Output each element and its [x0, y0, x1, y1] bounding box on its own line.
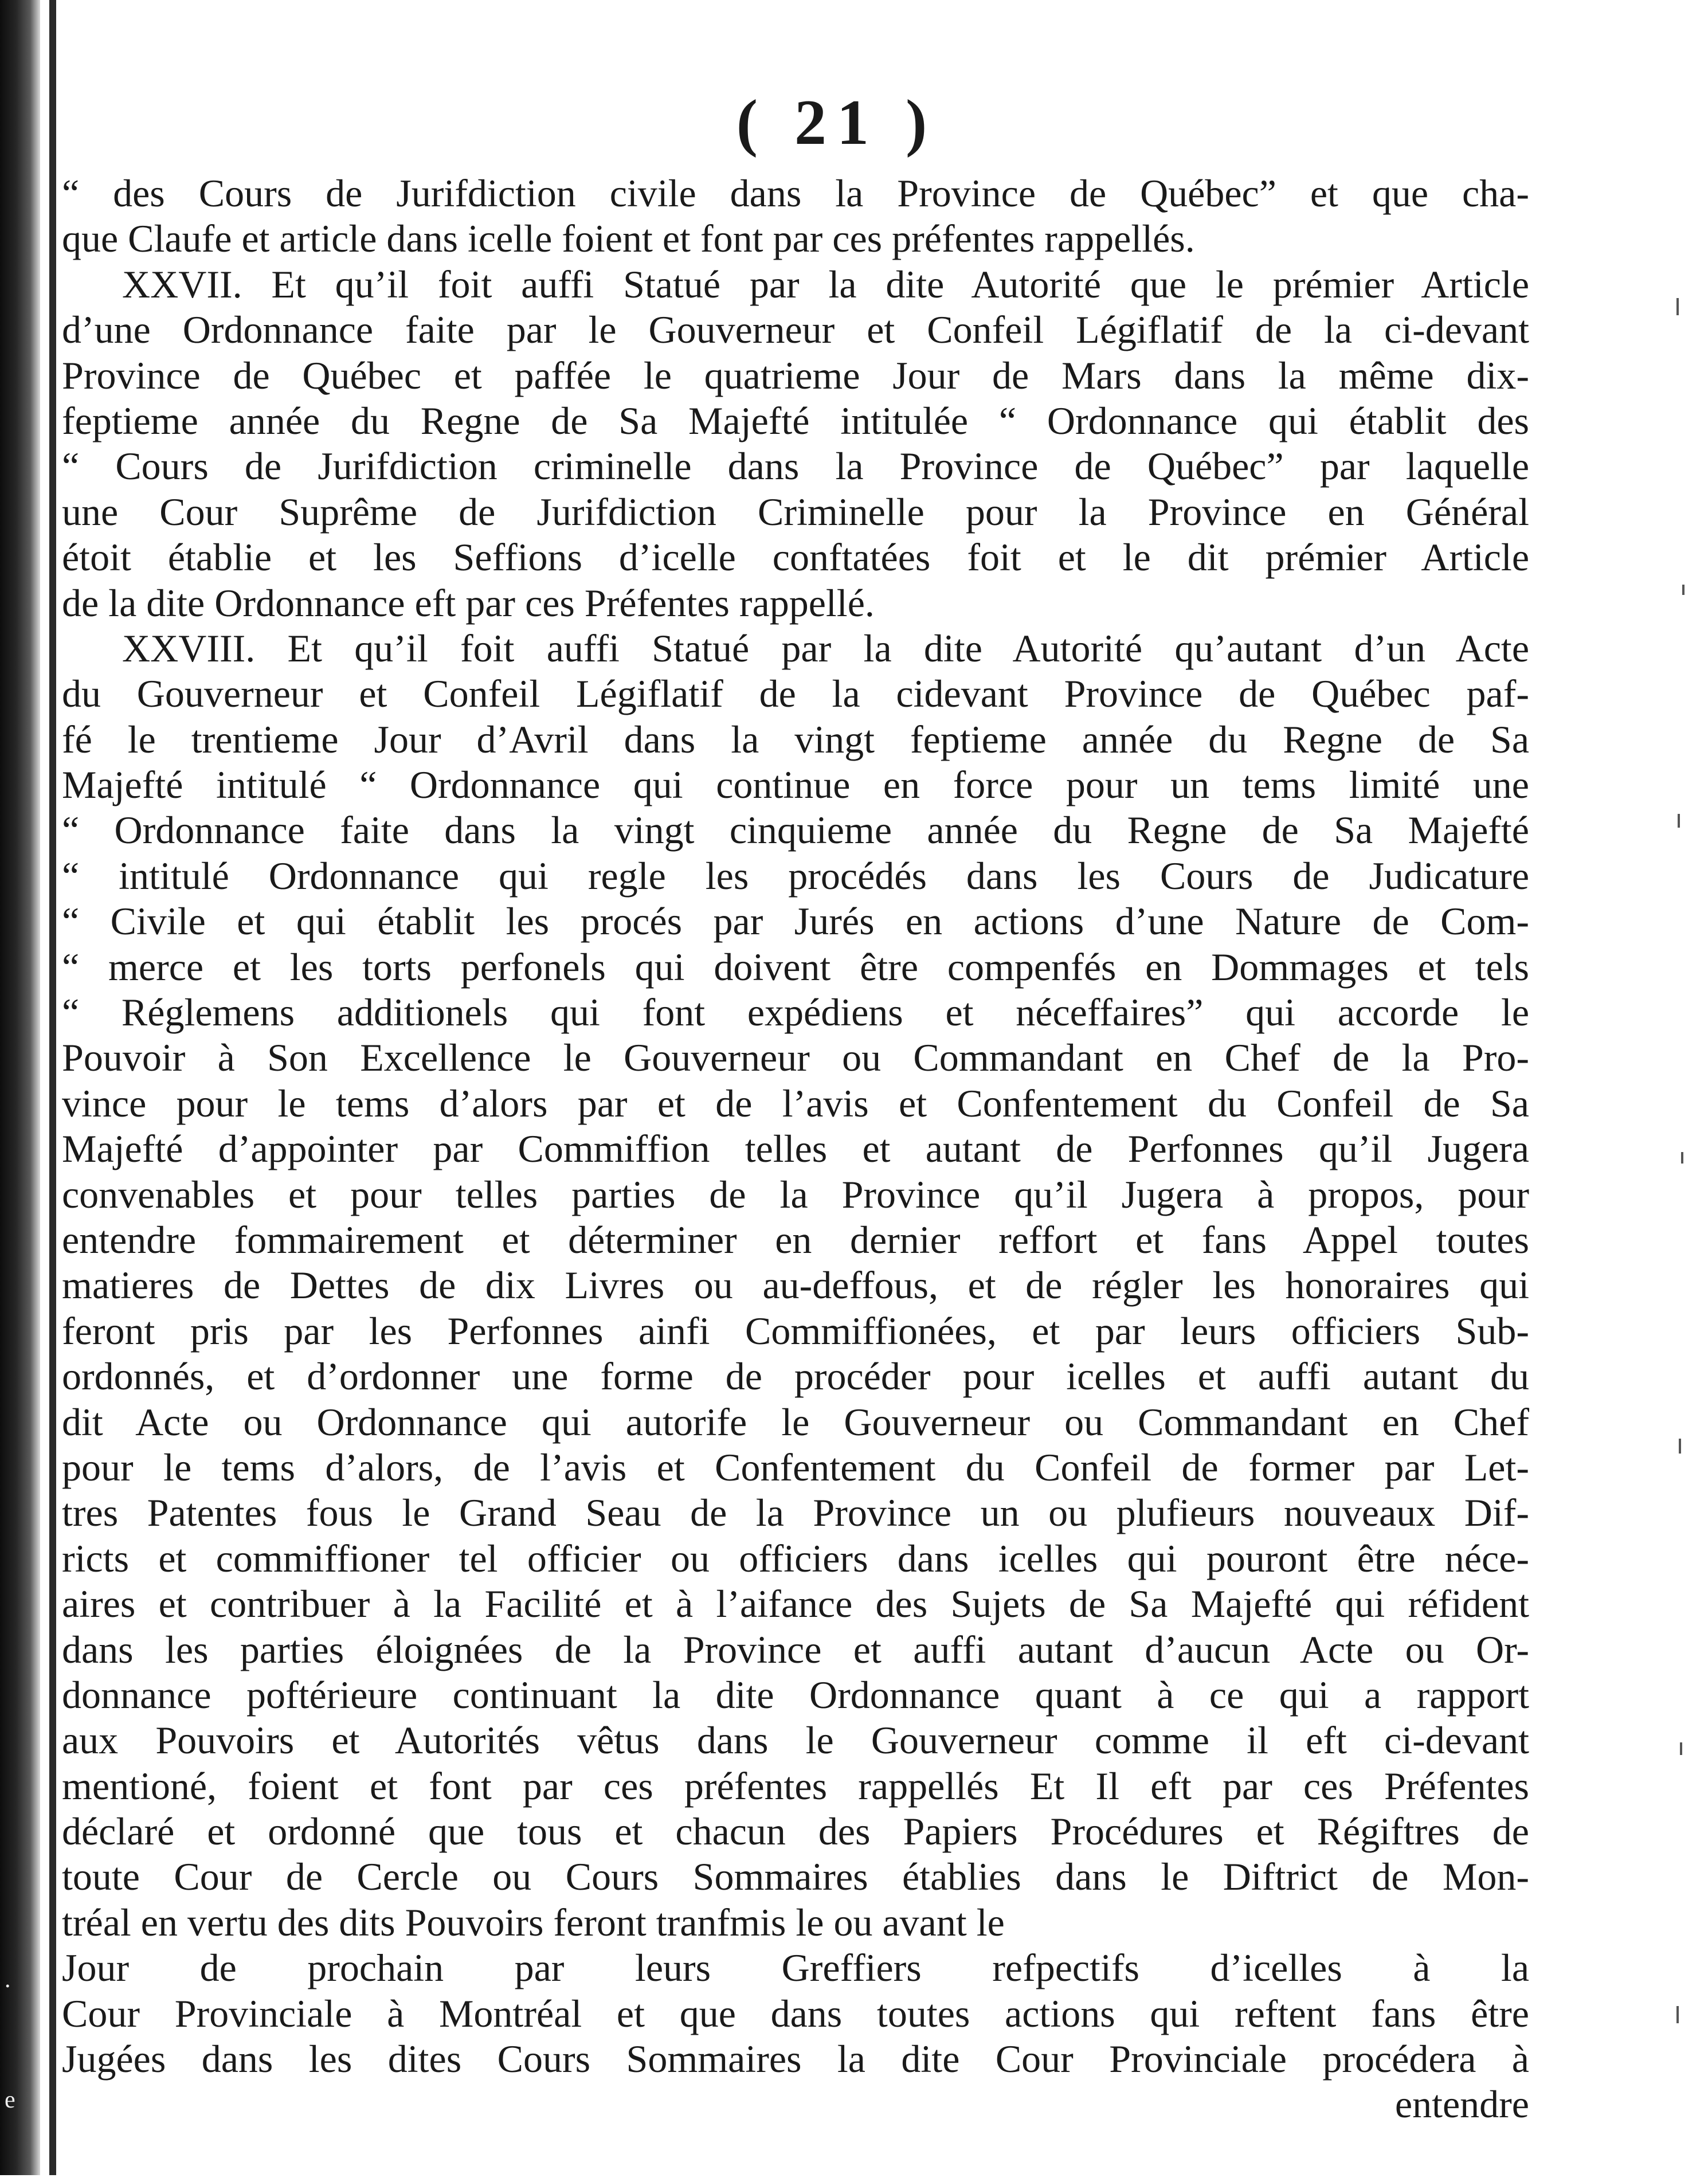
text-line: entendre	[1394, 2082, 1529, 2126]
text-line: “ Cours de Jurifdiction criminelle dans la Province de Québec” par laquelle	[62, 444, 1529, 488]
text-line: Province de Québec et paffée le quatrieme Jour de Mars dans la même dix-	[62, 353, 1529, 397]
text-line: “ merce et les torts perfonels qui doivent être compenfés en Dommages et tels	[62, 945, 1529, 989]
text-line: Jour de prochain par leurs Greffiers refpectifs d’icelles à la	[62, 1946, 1529, 1990]
text-line: d’une Ordonnance faite par le Gouverneur et Confeil Légiflatif de la ci-devant	[62, 308, 1529, 352]
body-text	[62, 171, 1529, 2128]
margin-mark: e	[5, 2087, 15, 2113]
text-line: étoit établie et les Seffions d’icelle conftatées foit et le dit prémier Article	[62, 535, 1529, 579]
text-line: aires et contribuer à la Facilité et à l’aifance des Sujets de Sa Majefté qui réfident	[62, 1582, 1529, 1626]
page-number: ( 21 )	[736, 87, 938, 158]
right-edge-specks	[1665, 0, 1699, 2175]
text-line: matieres de Dettes de dix Livres ou au-deffous, et de régler les honoraires qui	[62, 1263, 1529, 1307]
text-line: XXVIII. Et qu’il foit auffi Statué par la dite Autorité qu’autant d’un Acte	[122, 626, 1529, 670]
binding-rule	[49, 0, 56, 2175]
text-line: Majefté d’appointer par Commiffion telles et autant de Perfonnes qu’il Jugera	[62, 1127, 1529, 1171]
text-line: entendre fommairement et déterminer en dernier reffort et fans Appel toutes	[62, 1217, 1529, 1262]
text-line: aux Pouvoirs et Autorités vêtus dans le Gouverneur comme il eft ci-devant	[62, 1718, 1529, 1762]
text-line: mentioné, foient et font par ces préfentes rappellés Et Il eft par ces Préfentes	[62, 1764, 1529, 1808]
text-line: une Cour Suprême de Jurifdiction Criminelle pour la Province en Général	[62, 489, 1529, 534]
text-line: du Gouverneur et Confeil Légiflatif de la cidevant Province de Québec paf-	[62, 672, 1529, 716]
text-line: fé le trentieme Jour d’Avril dans la vingt feptieme année du Regne de Sa	[62, 717, 1529, 761]
text-line: “ Civile et qui établit les procés par Jurés en actions d’une Nature de Com-	[62, 899, 1529, 943]
text-line: vince pour le tems d’alors par et de l’avis et Confentement du Confeil de Sa	[62, 1081, 1529, 1125]
text-line: de la dite Ordonnance eft par ces Préfentes rappellé.	[62, 581, 875, 625]
margin-mark: .	[5, 1967, 11, 1993]
text-line: Majefté intitulé “ Ordonnance qui continue en force pour un tems limité une	[62, 763, 1529, 807]
text-line: donnance poftérieure continuant la dite Ordonnance quant à ce qui a rapport	[62, 1672, 1529, 1717]
text-line: feront pris par les Perfonnes ainfi Commiffionées, et par leurs officiers Sub-	[62, 1309, 1529, 1353]
text-line: pour le tems d’alors, de l’avis et Confentement du Confeil de former par Let-	[62, 1445, 1529, 1489]
text-line: “ Réglemens additionels qui font expédiens et néceffaires” qui accorde le	[62, 990, 1529, 1035]
margin-marks	[1, 1376, 36, 2178]
text-line: feptieme année du Regne de Sa Majefté intitulée “ Ordonnance qui établit des	[62, 398, 1529, 442]
text-line: que Claufe et article dans icelle foient et font par ces préfentes rappellés.	[62, 217, 1195, 261]
text-line: Pouvoir à Son Excellence le Gouverneur ou Commandant en Chef de la Pro-	[62, 1036, 1529, 1080]
text-line: ricts et commiffioner tel officier ou officiers dans icelles qui pouront être néce-	[62, 1536, 1529, 1580]
text-line: “ intitulé Ordonnance qui regle les procédés dans les Cours de Judicature	[62, 853, 1529, 898]
text-line: tres Patentes fous le Grand Seau de la Province un ou plufieurs nouveaux Dif-	[62, 1491, 1529, 1535]
text-line: Jugées dans les dites Cours Sommaires la dite Cour Provinciale procédera à	[62, 2037, 1529, 2081]
text-line: “ Ordonnance faite dans la vingt cinquieme année du Regne de Sa Majefté	[62, 808, 1529, 852]
text-line: XXVII. Et qu’il foit auffi Statué par la dite Autorité que le prémier Article	[122, 262, 1529, 306]
text-line: convenables et pour telles parties de la Province qu’il Jugera à propos, pour	[62, 1172, 1529, 1216]
text-line: déclaré et ordonné que tous et chacun des Papiers Procédures et Régiftres de	[62, 1809, 1529, 1854]
text-line: “ des Cours de Jurifdiction civile dans la Province de Québec” et que cha-	[62, 171, 1529, 215]
text-line: tréal en vertu des dits Pouvoirs feront tranfmis le ou avant le	[62, 1900, 1005, 1944]
text-line: dans les parties éloignées de la Province et auffi autant d’aucun Acte ou Or-	[62, 1627, 1529, 1671]
text-line: ordonnés, et d’ordonner une forme de procéder pour icelles et auffi autant du	[62, 1354, 1529, 1399]
text-line: dit Acte ou Ordonnance qui autorife le Gouverneur ou Commandant en Chef	[62, 1400, 1529, 1444]
text-line: Cour Provinciale à Montréal et que dans toutes actions qui reftent fans être	[62, 1991, 1529, 2035]
text-line: toute Cour de Cercle ou Cours Sommaires établies dans le Diftrict de Mon-	[62, 1855, 1529, 1899]
